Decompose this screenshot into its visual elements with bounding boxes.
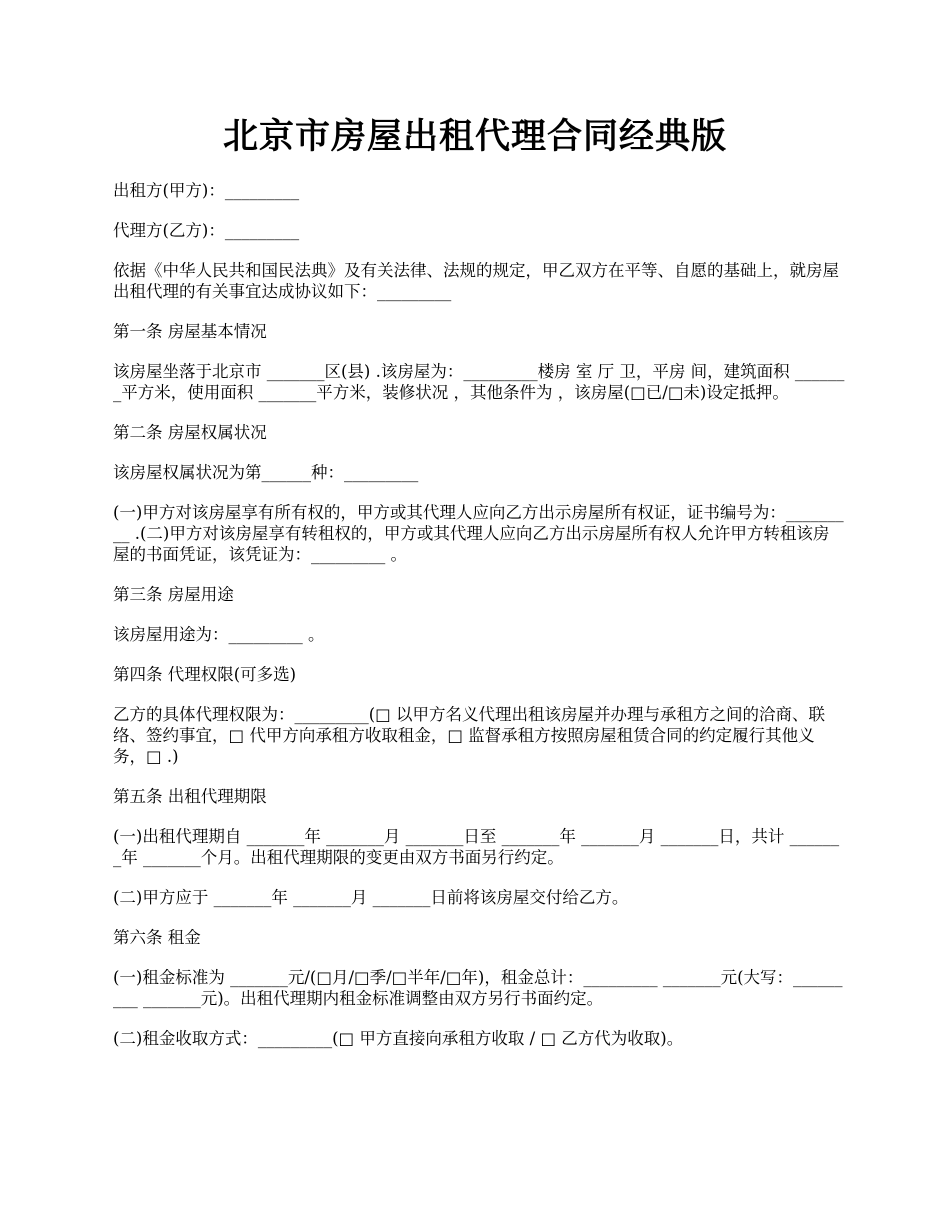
article-4-body: 乙方的具体代理权限为：_________(□ 以甲方名义代理出租该房屋并办理与承租方之间的洽商、联络、签约事宜，□ 代甲方向承租方收取租金，□ 监督承租方按照房屋租赁合同的约定履行其他义务，□ .) <box>113 705 826 766</box>
article-4-heading: 第四条 代理权限(可多选) <box>113 665 297 684</box>
article-5-clause-1: (一)出租代理期自 _______年 _______月 _______日至 _______年 _______月 _______日，共计 _______年 _______个月。出租代理期限的变更由双方书面另行约定。 <box>113 827 840 867</box>
article-6-clause-1: (一)租金标准为 _______元/(□月/□季/□半年/□年)，租金总计：_________ _______元(大写：_________ _______元)。出租代理期内租金标准调整由双方另行书面约定。 <box>113 968 843 1008</box>
document-body <box>113 180 845 1068</box>
article-2-body: 该房屋权属状况为第______种：_________ <box>113 463 419 482</box>
article-5-clause-2: (二)甲方应于 _______年 _______月 _______日前将该房屋交付给乙方。 <box>113 888 629 907</box>
article-5-heading: 第五条 出租代理期限 <box>113 787 267 806</box>
party-b-line: 代理方(乙方)：_________ <box>113 221 300 240</box>
article-2-heading: 第二条 房屋权属状况 <box>113 423 267 442</box>
article-6-clause-2: (二)租金收取方式：_________(□ 甲方直接向承租方收取 / □ 乙方代为收取)。 <box>113 1029 684 1048</box>
preamble-paragraph: 依据《中华人民共和国民法典》及有关法律、法规的规定，甲乙双方在平等、自愿的基础上，就房屋出租代理的有关事宜达成协议如下：_________ <box>113 261 839 301</box>
article-2-clauses: (一)甲方对该房屋享有所有权的，甲方或其代理人应向乙方出示房屋所有权证，证书编号为：_________ .(二)甲方对该房屋享有转租权的，甲方或其代理人应向乙方出示房屋所有权人允许甲方转租该房屋的书面凭证，该凭证为：_________ 。 <box>113 503 844 564</box>
party-a-line: 出租方(甲方)：_________ <box>113 181 300 200</box>
article-6-heading: 第六条 租金 <box>113 928 201 947</box>
article-1-heading: 第一条 房屋基本情况 <box>113 322 267 341</box>
article-3-heading: 第三条 房屋用途 <box>113 585 234 604</box>
document-title: 北京市房屋出租代理合同经典版 <box>222 116 727 157</box>
article-3-body: 该房屋用途为：_________ 。 <box>113 625 325 644</box>
article-1-body: 该房屋坐落于北京市 _______区(县) .该房屋为：_________楼房 室 厅 卫，平房 间，建筑面积 _______平方米，使用面积 _______平方米，装修状况 ，其他条件为 ，该房屋(□已/□未)设定抵押。 <box>113 362 845 402</box>
